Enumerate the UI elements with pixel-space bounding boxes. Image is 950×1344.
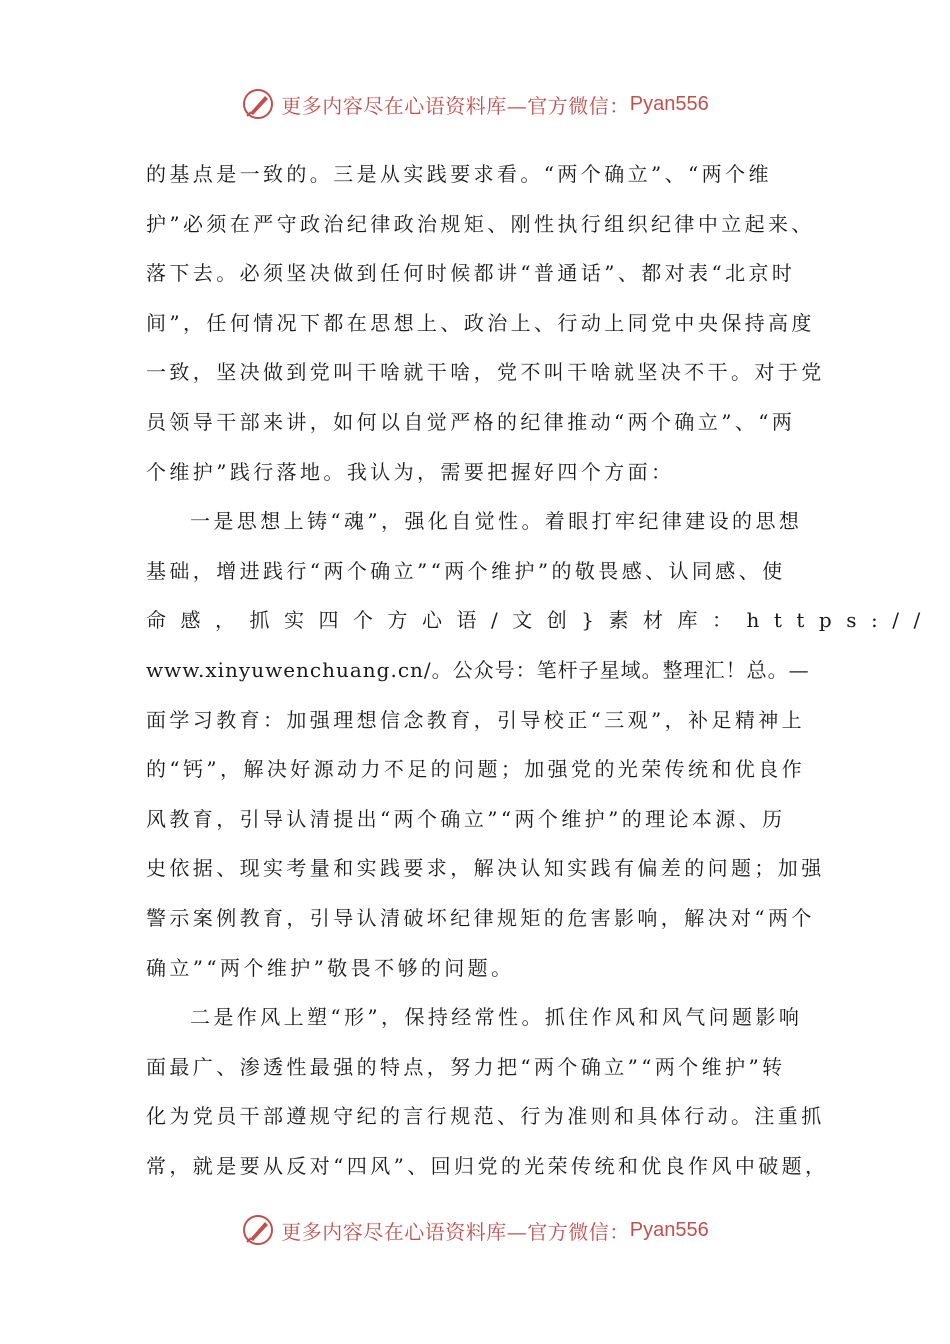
footer-banner	[0, 1210, 950, 1250]
pen-logo-icon	[241, 1213, 275, 1247]
paragraph-line: 常，就是要从反对“四风”、回归党的光荣传统和优良作风中破题，	[146, 1153, 829, 1178]
paragraph-line: 面最广、渗透性最强的特点，努力把“两个确立”“两个维护”转	[146, 1054, 786, 1079]
paragraph-line: 二是作风上塑“形”，保持经常性。抓住作风和风气问题影响	[190, 1005, 803, 1030]
paragraph-line: 个维护”践行落地。我认为，需要把握好四个方面：	[146, 459, 675, 484]
paragraph-line: 史依据、现实考量和实践要求，解决认知实践有偏差的问题；加强	[146, 856, 825, 881]
paragraph-line: 落下去。必须坚决做到任何时候都讲“普通话”、都对表“北京时	[146, 261, 796, 286]
paragraph-line: 护”必须在严守政治纪律政治规矩、刚性执行组织纪律中立起来、	[146, 211, 815, 236]
paragraph-line: 确立”“两个维护”敬畏不够的问题。	[146, 955, 515, 980]
paragraph-line: 化为党员干部遵规守纪的言行规范、行为准则和具体行动。注重抓	[146, 1104, 825, 1129]
header-banner	[0, 84, 950, 124]
header-wechat-id: Pyan556	[629, 92, 709, 115]
paragraph-line: 风教育，引导认清提出“两个确立”“两个维护”的理论本源、历	[146, 806, 786, 831]
paragraph-line: 一致，坚决做到党叫干啥就干啥，党不叫干啥就坚决不干。对于党	[146, 360, 825, 385]
paragraph-line: 员领导干部来讲，如何以自觉严格的纪律推动“两个确立”、“两	[146, 409, 796, 434]
paragraph-line: 一是思想上铸“魂”，强化自觉性。着眼打牢纪律建设的思想	[190, 509, 803, 534]
footer-wechat-id: Pyan556	[629, 1218, 709, 1241]
footer-slogan: 更多内容尽在心语资料库—官方微信：	[281, 1219, 630, 1244]
paragraph-line: 的“钙”，解决好源动力不足的问题；加强党的光荣传统和优良作	[146, 757, 806, 782]
header-slogan: 更多内容尽在心语资料库—官方微信：	[281, 93, 630, 118]
document-body	[146, 150, 935, 1191]
paragraph-line: 命感，抓实四个方心语/文创}素材库：https://	[146, 608, 935, 633]
paragraph-line: www.xinyuwenchuang.cn/。公众号：笔杆子星域。整理汇！总。—	[146, 657, 810, 682]
pen-logo-icon	[241, 87, 275, 121]
paragraph-line: 基础，增进践行“两个确立”“两个维护”的敬畏感、认同感、使	[146, 558, 786, 583]
paragraph-line: 面学习教育：加强理想信念教育，引导校正“三观”，补足精神上	[146, 707, 806, 732]
paragraph-line: 间”，任何情况下都在思想上、政治上、行动上同党中央保持高度	[146, 310, 815, 335]
paragraph-line: 警示案例教育，引导认清破坏纪律规矩的危害影响，解决对“两个	[146, 905, 815, 930]
paragraph-line: 的基点是一致的。三是从实践要求看。“两个确立”、“两个维	[146, 162, 772, 186]
